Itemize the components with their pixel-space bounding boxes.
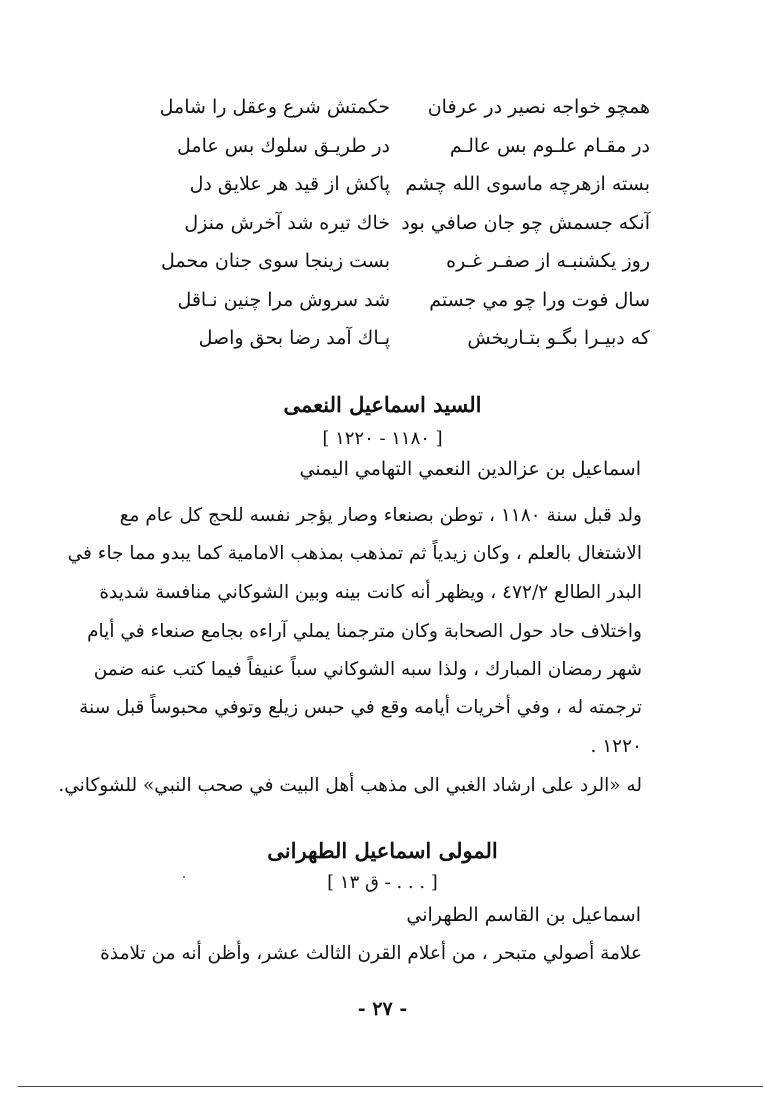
poem-hemistich-first: روز يكشنبـه از صفـر غـره	[446, 250, 650, 272]
poem-hemistich-second: در طريـق سلوك بس عامل	[177, 134, 390, 157]
entry-title: السيد اسماعيل النعمى	[283, 392, 482, 417]
paragraph-line: ١٢٢٠ .	[590, 736, 642, 757]
poem-hemistich-first: سال فوت ورا چو مي جستم	[429, 288, 650, 311]
poem-verse	[160, 92, 650, 131]
poem-hemistich-first: كه دبيـرا بگـو بتـاريخش	[467, 327, 650, 349]
poem-verse	[160, 208, 650, 247]
poem-hemistich-first: در مقـام علـوم بس عالـم	[449, 134, 650, 157]
poem-verse	[160, 131, 650, 170]
poem-verse	[160, 323, 650, 362]
paragraph-line: ترجمته له ، وفي أخريات أيامه وقع في حبس زيلع وتوفي محبوساً قبل سنة	[79, 697, 642, 718]
poem-hemistich-second: خاك تيره شد آخرش منزل	[184, 211, 390, 234]
page-number: - ٢٧ -	[357, 998, 408, 1020]
poem-hemistich-first: همچو خواجه نصير در عرفان	[427, 96, 650, 118]
paragraph-line: واختلاف حاد حول الصحابة وكان مترجمنا يملي آراءه بجامع صنعاء في أيام	[87, 621, 642, 642]
poem-verse	[160, 285, 650, 324]
poem-hemistich-first: آنكه جسمش چو جان صافي بود	[401, 211, 650, 234]
entry-full-name: اسماعيل بن القاسم الطهراني	[406, 904, 641, 926]
bottom-rule	[18, 1086, 763, 1087]
paragraph-line: ولد قبل سنة ١١٨٠ ، توطن بصنعاء وصار يؤجر نفسه للحج كل عام مع	[119, 505, 642, 526]
paragraph-line: الاشتغال بالعلم ، وكان زيدياً ثم تمذهب بمذهب الامامية كما يبدو مما جاء في	[67, 543, 642, 564]
poem-verse	[160, 246, 650, 285]
scan-speck	[183, 876, 185, 878]
entry-title: المولى اسماعيل الطهرانى	[267, 838, 498, 863]
poem-hemistich-second: شد سروش مرا چنين نـاقل	[177, 288, 390, 311]
poem	[160, 92, 650, 362]
paragraph-line: البدر الطالع ٤٧٢/٢ ، ويظهر أنه كانت بينه وبين الشوكاني منافسة شديدة	[99, 582, 642, 603]
entry-full-name: اسماعيل بن عزالدين النعمي التهامي اليمني	[299, 458, 641, 480]
entry-dates: [ ١١٨٠ - ١٢٢٠ ]	[322, 428, 443, 449]
paragraph-line: شهر رمضان المبارك ، ولذا سبه الشوكاني سباً عنيفاً فيما كتب عنه ضمن	[93, 659, 642, 680]
poem-hemistich-second: پاكش از قيد هر علايق دل	[189, 173, 390, 195]
entry-dates: [ . . . - ق ١٣ ]	[327, 872, 438, 893]
poem-verse	[160, 169, 650, 208]
paragraph-line: علامة أصولي متبحر ، من أعلام القرن الثالث عشر، وأظن أنه من تلامذة	[100, 943, 642, 964]
work-citation: له «الرد على ارشاد الغبي الى مذهب أهل البيت في صحب النبي» للشوكاني.	[58, 775, 642, 796]
poem-hemistich-first: بسته ازهرچه ماسوى الله چشم	[405, 173, 650, 195]
poem-hemistich-second: بست زينجا سوى جنان محمل	[161, 250, 390, 272]
poem-hemistich-second: حكمتش شرع وعقل را شامل	[159, 96, 390, 118]
poem-hemistich-second: پـاك آمد رضا بحق واصل	[198, 327, 390, 349]
